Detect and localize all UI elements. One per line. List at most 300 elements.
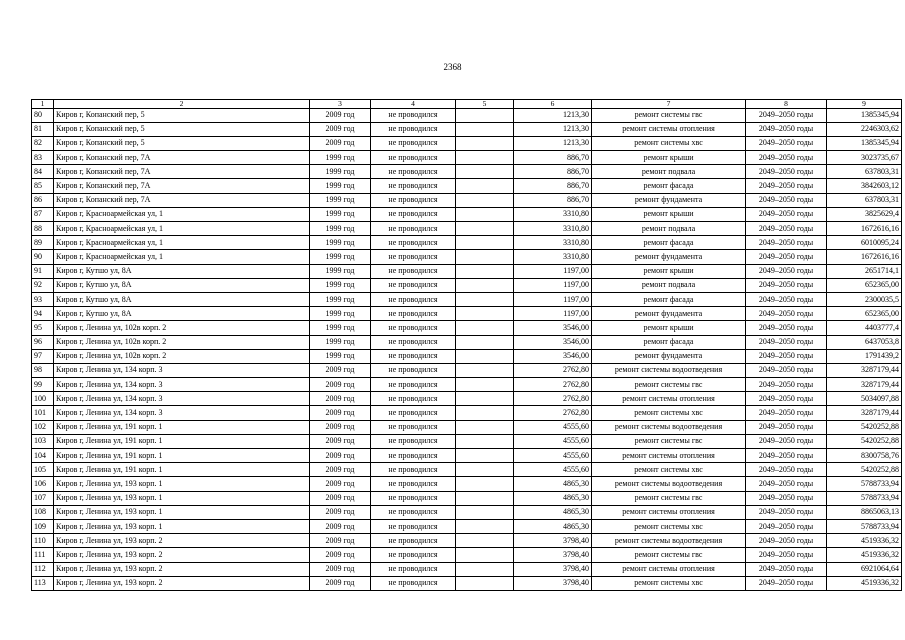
cell-row-number: 84 — [32, 165, 54, 179]
cell-area: 2762,80 — [514, 378, 592, 392]
cell-cost: 3287179,44 — [827, 363, 902, 377]
table-row — [32, 278, 902, 292]
cell-empty — [456, 463, 514, 477]
cell-empty — [456, 505, 514, 519]
cell-row-number: 80 — [32, 108, 54, 122]
cell-empty — [456, 179, 514, 193]
cell-row-number: 91 — [32, 264, 54, 278]
table-row — [32, 505, 902, 519]
cell-address: Киров г, Копанский пер, 5 — [54, 108, 310, 122]
cell-last-repair: не проводился — [371, 236, 456, 250]
cell-period: 2049–2050 годы — [746, 562, 827, 576]
cell-address: Киров г, Ленина ул, 134 корп. 3 — [54, 378, 310, 392]
cell-last-repair: не проводился — [371, 165, 456, 179]
cell-address: Киров г, Ленина ул, 191 корп. 1 — [54, 449, 310, 463]
cell-work-type: ремонт фундамента — [592, 193, 746, 207]
cell-build-year: 2009 год — [310, 562, 371, 576]
cell-last-repair: не проводился — [371, 193, 456, 207]
cell-row-number: 100 — [32, 392, 54, 406]
cell-cost: 637803,31 — [827, 193, 902, 207]
cell-row-number: 83 — [32, 151, 54, 165]
cell-area: 3798,40 — [514, 562, 592, 576]
cell-empty — [456, 406, 514, 420]
cell-address: Киров г, Красноармейская ул, 1 — [54, 250, 310, 264]
cell-empty — [456, 378, 514, 392]
cell-row-number: 104 — [32, 449, 54, 463]
cell-last-repair: не проводился — [371, 491, 456, 505]
cell-empty — [456, 307, 514, 321]
cell-build-year: 1999 год — [310, 193, 371, 207]
cell-work-type: ремонт подвала — [592, 165, 746, 179]
table-row — [32, 434, 902, 448]
table-row — [32, 378, 902, 392]
table-row — [32, 491, 902, 505]
table-row — [32, 406, 902, 420]
cell-build-year: 2009 год — [310, 406, 371, 420]
cell-period: 2049–2050 годы — [746, 108, 827, 122]
cell-area: 4555,60 — [514, 463, 592, 477]
cell-cost: 2651714,1 — [827, 264, 902, 278]
cell-address: Киров г, Ленина ул, 193 корп. 2 — [54, 562, 310, 576]
cell-empty — [456, 222, 514, 236]
cell-cost: 6921064,64 — [827, 562, 902, 576]
cell-build-year: 2009 год — [310, 363, 371, 377]
table-row — [32, 292, 902, 306]
cell-row-number: 94 — [32, 307, 54, 321]
cell-empty — [456, 321, 514, 335]
cell-row-number: 110 — [32, 534, 54, 548]
cell-row-number: 105 — [32, 463, 54, 477]
cell-empty — [456, 449, 514, 463]
cell-build-year: 1999 год — [310, 335, 371, 349]
cell-empty — [456, 207, 514, 221]
cell-empty — [456, 250, 514, 264]
cell-period: 2049–2050 годы — [746, 222, 827, 236]
table-row — [32, 151, 902, 165]
cell-last-repair: не проводился — [371, 250, 456, 264]
cell-last-repair: не проводился — [371, 534, 456, 548]
cell-row-number: 86 — [32, 193, 54, 207]
cell-cost: 1385345,94 — [827, 108, 902, 122]
cell-empty — [456, 278, 514, 292]
cell-address: Киров г, Ленина ул, 134 корп. 3 — [54, 363, 310, 377]
cell-area: 2762,80 — [514, 406, 592, 420]
cell-last-repair: не проводился — [371, 222, 456, 236]
cell-area: 1213,30 — [514, 122, 592, 136]
cell-cost: 4519336,32 — [827, 534, 902, 548]
cell-address: Киров г, Кутшо ул, 8А — [54, 278, 310, 292]
cell-period: 2049–2050 годы — [746, 449, 827, 463]
cell-build-year: 2009 год — [310, 519, 371, 533]
cell-build-year: 1999 год — [310, 278, 371, 292]
cell-row-number: 101 — [32, 406, 54, 420]
column-number-cell: 4 — [371, 100, 456, 109]
cell-work-type: ремонт системы отопления — [592, 505, 746, 519]
cell-area: 3310,80 — [514, 236, 592, 250]
cell-area: 1197,00 — [514, 307, 592, 321]
cell-period: 2049–2050 годы — [746, 519, 827, 533]
cell-row-number: 98 — [32, 363, 54, 377]
cell-cost: 5420252,88 — [827, 434, 902, 448]
cell-build-year: 2009 год — [310, 576, 371, 590]
cell-cost: 5788733,94 — [827, 477, 902, 491]
cell-period: 2049–2050 годы — [746, 420, 827, 434]
cell-area: 4865,30 — [514, 505, 592, 519]
cell-cost: 637803,31 — [827, 165, 902, 179]
cell-address: Киров г, Ленина ул, 102в корп. 2 — [54, 321, 310, 335]
cell-last-repair: не проводился — [371, 548, 456, 562]
cell-build-year: 2009 год — [310, 477, 371, 491]
cell-period: 2049–2050 годы — [746, 576, 827, 590]
repair-schedule-table — [31, 99, 902, 591]
cell-work-type: ремонт системы гвс — [592, 491, 746, 505]
cell-period: 2049–2050 годы — [746, 136, 827, 150]
cell-work-type: ремонт системы хвс — [592, 463, 746, 477]
cell-cost: 652365,00 — [827, 307, 902, 321]
cell-build-year: 2009 год — [310, 449, 371, 463]
cell-row-number: 92 — [32, 278, 54, 292]
table-row — [32, 349, 902, 363]
cell-area: 4555,60 — [514, 420, 592, 434]
cell-period: 2049–2050 годы — [746, 378, 827, 392]
cell-address: Киров г, Ленина ул, 102в корп. 2 — [54, 349, 310, 363]
cell-row-number: 85 — [32, 179, 54, 193]
cell-period: 2049–2050 годы — [746, 463, 827, 477]
cell-row-number: 87 — [32, 207, 54, 221]
cell-build-year: 2009 год — [310, 420, 371, 434]
cell-last-repair: не проводился — [371, 505, 456, 519]
cell-row-number: 89 — [32, 236, 54, 250]
table-row — [32, 264, 902, 278]
cell-area: 1213,30 — [514, 136, 592, 150]
cell-build-year: 1999 год — [310, 207, 371, 221]
cell-area: 3798,40 — [514, 576, 592, 590]
cell-period: 2049–2050 годы — [746, 307, 827, 321]
table-row — [32, 463, 902, 477]
cell-empty — [456, 434, 514, 448]
cell-work-type: ремонт системы хвс — [592, 136, 746, 150]
cell-last-repair: не проводился — [371, 108, 456, 122]
cell-area: 4865,30 — [514, 491, 592, 505]
cell-work-type: ремонт системы гвс — [592, 378, 746, 392]
cell-last-repair: не проводился — [371, 363, 456, 377]
cell-empty — [456, 193, 514, 207]
cell-area: 2762,80 — [514, 363, 592, 377]
column-number-cell: 3 — [310, 100, 371, 109]
cell-empty — [456, 151, 514, 165]
cell-address: Киров г, Ленина ул, 193 корп. 1 — [54, 477, 310, 491]
cell-empty — [456, 264, 514, 278]
cell-period: 2049–2050 годы — [746, 349, 827, 363]
cell-work-type: ремонт системы отопления — [592, 562, 746, 576]
cell-cost: 1791439,2 — [827, 349, 902, 363]
cell-area: 4865,30 — [514, 519, 592, 533]
table-row — [32, 335, 902, 349]
cell-cost: 1672616,16 — [827, 222, 902, 236]
cell-cost: 5034097,88 — [827, 392, 902, 406]
cell-period: 2049–2050 годы — [746, 406, 827, 420]
column-number-cell: 1 — [32, 100, 54, 109]
cell-build-year: 1999 год — [310, 151, 371, 165]
cell-last-repair: не проводился — [371, 321, 456, 335]
cell-row-number: 97 — [32, 349, 54, 363]
cell-empty — [456, 491, 514, 505]
cell-work-type: ремонт фундамента — [592, 349, 746, 363]
cell-cost: 2300035,5 — [827, 292, 902, 306]
column-number-cell: 8 — [746, 100, 827, 109]
table-row — [32, 392, 902, 406]
cell-row-number: 99 — [32, 378, 54, 392]
cell-last-repair: не проводился — [371, 392, 456, 406]
page-number: 2368 — [443, 62, 462, 72]
cell-empty — [456, 576, 514, 590]
cell-last-repair: не проводился — [371, 349, 456, 363]
column-number-cell: 6 — [514, 100, 592, 109]
cell-address: Киров г, Кутшо ул, 8А — [54, 264, 310, 278]
cell-area: 3546,00 — [514, 349, 592, 363]
cell-period: 2049–2050 годы — [746, 491, 827, 505]
cell-cost: 652365,00 — [827, 278, 902, 292]
cell-empty — [456, 363, 514, 377]
cell-last-repair: не проводился — [371, 519, 456, 533]
cell-address: Киров г, Ленина ул, 134 корп. 3 — [54, 406, 310, 420]
cell-empty — [456, 519, 514, 533]
cell-last-repair: не проводился — [371, 307, 456, 321]
cell-row-number: 107 — [32, 491, 54, 505]
table-row — [32, 122, 902, 136]
table-body — [32, 100, 902, 591]
cell-work-type: ремонт системы водоотведения — [592, 534, 746, 548]
cell-last-repair: не проводился — [371, 378, 456, 392]
cell-address: Киров г, Кутшо ул, 8А — [54, 292, 310, 306]
cell-work-type: ремонт системы хвс — [592, 576, 746, 590]
cell-address: Киров г, Копанский пер, 7А — [54, 165, 310, 179]
cell-cost: 6010095,24 — [827, 236, 902, 250]
cell-build-year: 1999 год — [310, 307, 371, 321]
cell-area: 4555,60 — [514, 449, 592, 463]
cell-empty — [456, 548, 514, 562]
cell-build-year: 2009 год — [310, 136, 371, 150]
table-row — [32, 193, 902, 207]
cell-address: Киров г, Копанский пер, 7А — [54, 151, 310, 165]
cell-cost: 1672616,16 — [827, 250, 902, 264]
cell-row-number: 109 — [32, 519, 54, 533]
cell-period: 2049–2050 годы — [746, 392, 827, 406]
cell-period: 2049–2050 годы — [746, 534, 827, 548]
cell-last-repair: не проводился — [371, 207, 456, 221]
cell-work-type: ремонт системы отопления — [592, 449, 746, 463]
cell-period: 2049–2050 годы — [746, 193, 827, 207]
cell-area: 1197,00 — [514, 278, 592, 292]
cell-address: Киров г, Ленина ул, 191 корп. 1 — [54, 420, 310, 434]
cell-address: Киров г, Ленина ул, 102в корп. 2 — [54, 335, 310, 349]
cell-area: 3310,80 — [514, 207, 592, 221]
cell-area: 1213,30 — [514, 108, 592, 122]
cell-work-type: ремонт фасада — [592, 179, 746, 193]
cell-cost: 2246303,62 — [827, 122, 902, 136]
column-number-cell: 2 — [54, 100, 310, 109]
cell-period: 2049–2050 годы — [746, 122, 827, 136]
cell-last-repair: не проводился — [371, 264, 456, 278]
cell-build-year: 2009 год — [310, 534, 371, 548]
cell-work-type: ремонт системы гвс — [592, 434, 746, 448]
cell-cost: 8300758,76 — [827, 449, 902, 463]
cell-empty — [456, 292, 514, 306]
cell-last-repair: не проводился — [371, 179, 456, 193]
cell-last-repair: не проводился — [371, 463, 456, 477]
cell-row-number: 106 — [32, 477, 54, 491]
cell-build-year: 2009 год — [310, 505, 371, 519]
cell-address: Киров г, Копанский пер, 7А — [54, 179, 310, 193]
column-number-cell: 7 — [592, 100, 746, 109]
cell-work-type: ремонт крыши — [592, 207, 746, 221]
cell-empty — [456, 392, 514, 406]
cell-build-year: 1999 год — [310, 222, 371, 236]
cell-last-repair: не проводился — [371, 477, 456, 491]
table-row — [32, 548, 902, 562]
cell-cost: 4519336,32 — [827, 576, 902, 590]
cell-work-type: ремонт системы водоотведения — [592, 363, 746, 377]
cell-empty — [456, 477, 514, 491]
cell-address: Киров г, Ленина ул, 193 корп. 2 — [54, 576, 310, 590]
cell-address: Киров г, Копанский пер, 5 — [54, 136, 310, 150]
cell-cost: 3287179,44 — [827, 406, 902, 420]
cell-empty — [456, 122, 514, 136]
cell-area: 886,70 — [514, 151, 592, 165]
cell-address: Киров г, Ленина ул, 193 корп. 1 — [54, 519, 310, 533]
cell-area: 1197,00 — [514, 292, 592, 306]
cell-work-type: ремонт системы хвс — [592, 519, 746, 533]
cell-period: 2049–2050 годы — [746, 250, 827, 264]
cell-cost: 5420252,88 — [827, 463, 902, 477]
cell-period: 2049–2050 годы — [746, 477, 827, 491]
cell-cost: 5420252,88 — [827, 420, 902, 434]
table-row — [32, 477, 902, 491]
cell-build-year: 2009 год — [310, 122, 371, 136]
cell-period: 2049–2050 годы — [746, 278, 827, 292]
cell-build-year: 1999 год — [310, 179, 371, 193]
table-row — [32, 307, 902, 321]
cell-work-type: ремонт системы отопления — [592, 122, 746, 136]
cell-empty — [456, 165, 514, 179]
cell-period: 2049–2050 годы — [746, 335, 827, 349]
cell-row-number: 112 — [32, 562, 54, 576]
cell-last-repair: не проводился — [371, 420, 456, 434]
cell-build-year: 2009 год — [310, 463, 371, 477]
cell-work-type: ремонт крыши — [592, 151, 746, 165]
cell-work-type: ремонт фундамента — [592, 250, 746, 264]
cell-period: 2049–2050 годы — [746, 321, 827, 335]
cell-row-number: 103 — [32, 434, 54, 448]
cell-work-type: ремонт подвала — [592, 222, 746, 236]
cell-area: 3546,00 — [514, 335, 592, 349]
table-row — [32, 519, 902, 533]
cell-build-year: 1999 год — [310, 321, 371, 335]
table-row — [32, 165, 902, 179]
cell-row-number: 113 — [32, 576, 54, 590]
cell-build-year: 1999 год — [310, 264, 371, 278]
cell-cost: 8865063,13 — [827, 505, 902, 519]
table-row — [32, 136, 902, 150]
cell-area: 886,70 — [514, 179, 592, 193]
cell-row-number: 88 — [32, 222, 54, 236]
cell-row-number: 96 — [32, 335, 54, 349]
cell-area: 4865,30 — [514, 477, 592, 491]
cell-build-year: 1999 год — [310, 165, 371, 179]
cell-area: 1197,00 — [514, 264, 592, 278]
cell-cost: 4403777,4 — [827, 321, 902, 335]
cell-cost: 3825629,4 — [827, 207, 902, 221]
cell-period: 2049–2050 годы — [746, 207, 827, 221]
cell-area: 2762,80 — [514, 392, 592, 406]
cell-address: Киров г, Ленина ул, 193 корп. 1 — [54, 505, 310, 519]
cell-build-year: 2009 год — [310, 378, 371, 392]
cell-empty — [456, 236, 514, 250]
cell-address: Киров г, Красноармейская ул, 1 — [54, 236, 310, 250]
cell-row-number: 102 — [32, 420, 54, 434]
table-row — [32, 108, 902, 122]
table-row — [32, 449, 902, 463]
cell-address: Киров г, Копанский пер, 7А — [54, 193, 310, 207]
cell-period: 2049–2050 годы — [746, 434, 827, 448]
cell-area: 886,70 — [514, 193, 592, 207]
cell-build-year: 2009 год — [310, 108, 371, 122]
cell-work-type: ремонт подвала — [592, 278, 746, 292]
cell-work-type: ремонт крыши — [592, 321, 746, 335]
cell-address: Киров г, Ленина ул, 193 корп. 1 — [54, 491, 310, 505]
table-row — [32, 222, 902, 236]
cell-build-year: 2009 год — [310, 491, 371, 505]
cell-area: 3546,00 — [514, 321, 592, 335]
cell-period: 2049–2050 годы — [746, 505, 827, 519]
cell-area: 3798,40 — [514, 548, 592, 562]
cell-period: 2049–2050 годы — [746, 151, 827, 165]
cell-area: 3310,80 — [514, 250, 592, 264]
cell-period: 2049–2050 годы — [746, 179, 827, 193]
cell-area: 3798,40 — [514, 534, 592, 548]
cell-period: 2049–2050 годы — [746, 363, 827, 377]
cell-empty — [456, 534, 514, 548]
cell-empty — [456, 349, 514, 363]
cell-cost: 3287179,44 — [827, 378, 902, 392]
cell-cost: 4519336,32 — [827, 548, 902, 562]
cell-last-repair: не проводился — [371, 136, 456, 150]
cell-empty — [456, 420, 514, 434]
cell-last-repair: не проводился — [371, 406, 456, 420]
cell-area: 4555,60 — [514, 434, 592, 448]
table-row — [32, 250, 902, 264]
cell-row-number: 108 — [32, 505, 54, 519]
cell-row-number: 111 — [32, 548, 54, 562]
table-row — [32, 534, 902, 548]
cell-last-repair: не проводился — [371, 292, 456, 306]
cell-empty — [456, 335, 514, 349]
cell-work-type: ремонт фасада — [592, 335, 746, 349]
cell-work-type: ремонт системы водоотведения — [592, 420, 746, 434]
cell-period: 2049–2050 годы — [746, 165, 827, 179]
cell-cost: 6437053,8 — [827, 335, 902, 349]
cell-cost: 3023735,67 — [827, 151, 902, 165]
cell-work-type: ремонт фасада — [592, 236, 746, 250]
cell-row-number: 82 — [32, 136, 54, 150]
cell-period: 2049–2050 годы — [746, 292, 827, 306]
cell-empty — [456, 108, 514, 122]
cell-address: Киров г, Кутшо ул, 8А — [54, 307, 310, 321]
cell-work-type: ремонт крыши — [592, 264, 746, 278]
table-row — [32, 179, 902, 193]
cell-work-type: ремонт системы отопления — [592, 392, 746, 406]
cell-build-year: 2009 год — [310, 434, 371, 448]
